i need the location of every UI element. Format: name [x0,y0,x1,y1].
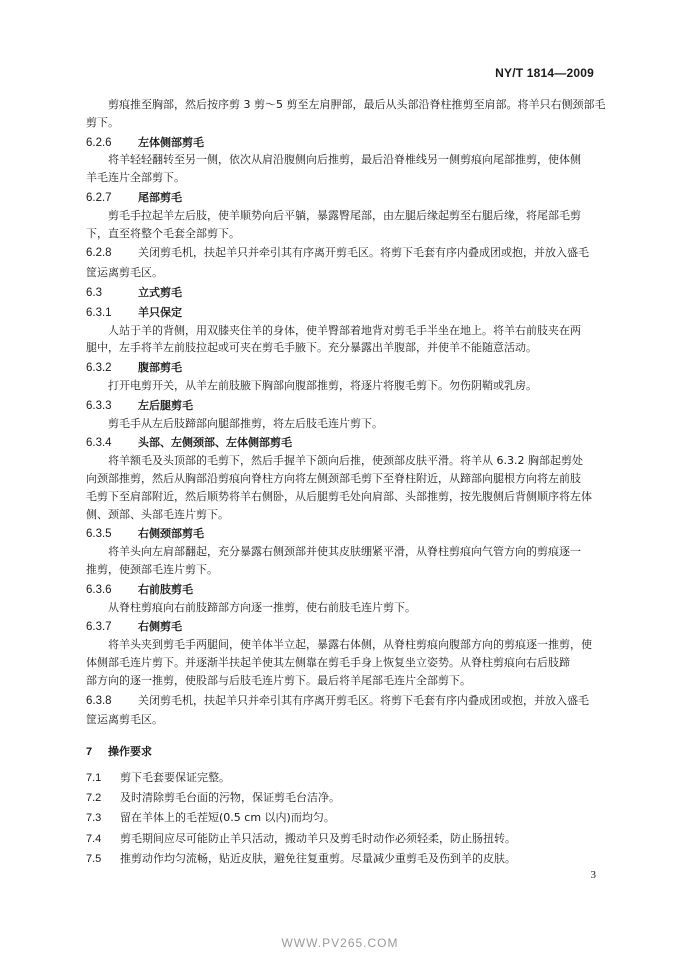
heading-title: 左体侧部剪毛 [138,135,204,149]
page-number: 3 [590,869,596,881]
heading-number: 6.3.7 [86,621,112,634]
document-body [86,96,606,868]
heading-title: 右侧颈部剪毛 [138,527,204,541]
section-heading-inline [86,692,606,710]
requirement-number: 7.5 [86,853,102,866]
requirement-item [86,789,606,807]
heading-number: 6.2.6 [86,136,112,149]
document-id: NY/T 1814—2009 [495,66,594,80]
heading-title: 右侧剪毛 [138,620,182,634]
paragraph-line [86,711,606,729]
paragraph-line: 打开电剪开关，从羊左前肢腋下胸部向腹部推剪，将逐片将腹毛剪下。勿伤阴鞘或乳房。 [108,378,537,392]
requirement-text: 剪下毛套要保证完整。 [120,770,230,784]
paragraph-line: 剪毛手从左后肢蹄部向腿部推剪，将左后肢毛连片剪下。 [108,416,383,430]
requirement-item [86,809,606,827]
paragraph-line: 剪下。 [86,115,119,129]
paragraph-text: 筐运离剪毛区。 [86,713,163,727]
requirement-item [86,769,606,787]
section-heading [86,189,606,207]
section-heading [86,284,606,302]
paragraph-line: 毛剪下至肩部附近，然后顺势将羊右侧卧，从后腿剪毛处向肩部、头部推剪，按先腹侧后背侧顺序将左体 [86,489,592,503]
heading-number: 6.3.5 [86,528,112,541]
heading-title: 头部、左侧颈部、左体侧部剪毛 [138,436,292,450]
paragraph-text: 筐运离剪毛区。 [86,266,163,280]
paragraph-line: 将羊头夹到剪毛手两腿间，使羊体半立起，暴露右体侧，从脊柱剪痕向腹部方向的剪痕逐一推剪，使 [108,638,592,652]
paragraph-line: 人站于羊的背侧，用双膝夹住羊的身体，使羊臀部着地背对剪毛手半坐在地上。将羊右前肢夹在两 [108,323,581,337]
watermark-text: WWW.PV265.COM [281,936,399,950]
section-heading [86,525,606,543]
heading-title: 腹部剪毛 [138,361,182,375]
paragraph-line [86,264,606,282]
heading-title: 操作要求 [108,745,152,759]
section-7-heading [86,743,606,761]
requirement-text: 留在羊体上的毛茬短(0.5 cm 以内)而均匀。 [120,811,335,825]
heading-title: 立式剪毛 [138,285,182,299]
requirement-number: 7.1 [86,771,102,784]
heading-title: 羊只保定 [138,305,182,319]
paragraph-line: 剪痕推至胸部，然后按序剪 3 剪～5 剪至左肩胛部，最后从头部沿脊柱推剪至肩部。将羊只右侧颈部毛 [108,98,606,111]
heading-number: 6.3.4 [86,437,112,450]
heading-title: 右前肢剪毛 [138,582,193,596]
paragraph-line: 侧、颈部、头部毛连片剪下。 [86,507,229,521]
heading-number: 6.3.3 [86,399,112,412]
heading-number: 6.2.7 [86,191,112,204]
section-heading [86,581,606,599]
requirement-number: 7.4 [86,832,102,845]
paragraph-text: 关闭剪毛机，扶起羊只并牵引其有序离开剪毛区。将剪下毛套有序内叠成团或抱，并放入盛毛 [138,246,589,260]
heading-number: 6.3 [86,286,102,299]
requirement-text: 剪毛期间应尽可能防止羊只活动，搬动羊只及剪毛时动作必须轻柔，防止肠扭转。 [120,831,516,845]
paragraph-line: 剪毛手拉起羊左后肢，使羊顺势向后平躺，暴露臀尾部，由左腿后缘起剪至右腿后缘，将尾部毛剪 [108,208,581,222]
paragraph-line: 下，直至将整个毛套全部剪下。 [86,226,240,240]
section-heading [86,434,606,452]
paragraph-line: 羊毛连片全部剪下。 [86,171,185,185]
heading-number: 6.3.2 [86,362,112,375]
paragraph-line: 将羊轻轻翻转至另一侧，依次从肩沿腹侧向后推剪，最后沿脊椎线另一侧剪痕向尾部推剪，使体侧 [108,153,581,167]
section-heading [86,359,606,377]
requirement-text: 推剪动作均匀流畅，贴近皮肤，避免往复重剪。尽量减少重剪毛及伤到羊的皮肤。 [120,852,516,866]
requirement-item [86,830,606,848]
section-heading [86,618,606,636]
requirement-item [86,850,606,868]
heading-title: 尾部剪毛 [138,190,182,204]
heading-title: 左后腿剪毛 [138,398,193,412]
paragraph-line: 体侧部毛连片剪下。并逐渐半扶起羊使其左侧靠在剪毛手身上恢复坐立姿势。从脊柱剪痕向右后肢蹄 [86,655,570,669]
paragraph-line: 推剪，使颈部毛连片剪下。 [86,562,218,576]
requirement-number: 7.3 [86,812,102,825]
heading-number: 6.3.8 [86,694,112,707]
paragraph-line: 部方向的逐一推剪，使股部与后肢毛连片剪下。最后将羊尾部毛连片全部剪下。 [86,673,471,687]
section-heading-inline [86,244,606,262]
paragraph-line: 腿中，左手将羊左前肢拉起或可夹在剪毛手腋下。充分暴露出羊腹部，并使羊不能随意活动。 [86,341,537,355]
heading-number: 6.2.8 [86,247,112,260]
heading-number: 6.3.6 [86,583,112,596]
paragraph-text: 关闭剪毛机，扶起羊只并牵引其有序离开剪毛区。将剪下毛套有序内叠成团或抱，并放入盛毛 [138,693,589,707]
paragraph-line: 向颈部推剪，然后从胸部沿剪痕向脊柱方向将左侧颈部毛剪下至脊柱附近，从蹄部向腿根方向将左前肢 [86,471,581,485]
heading-number: 7 [86,746,93,759]
paragraph-line: 将羊头向左肩部翻起，充分暴露右侧颈部并使其皮肤绷紧平滑，从脊柱剪痕向气管方向的剪痕逐一 [108,545,581,559]
requirement-text: 及时清除剪毛台面的污物，保证剪毛台洁净。 [120,791,340,805]
section-heading [86,304,606,322]
section-heading [86,134,606,152]
paragraph-line: 将羊额毛及头顶部的毛剪下，然后手握羊下颌向后推，使颈部皮肤平滑。将羊从 6.3.2 胸部起剪处 [108,454,583,468]
section-heading [86,397,606,415]
requirement-number: 7.2 [86,792,102,805]
paragraph-line: 从脊柱剪痕向右前肢蹄部方向逐一推剪，使右前肢毛连片剪下。 [108,600,416,614]
heading-number: 6.3.1 [86,306,112,319]
